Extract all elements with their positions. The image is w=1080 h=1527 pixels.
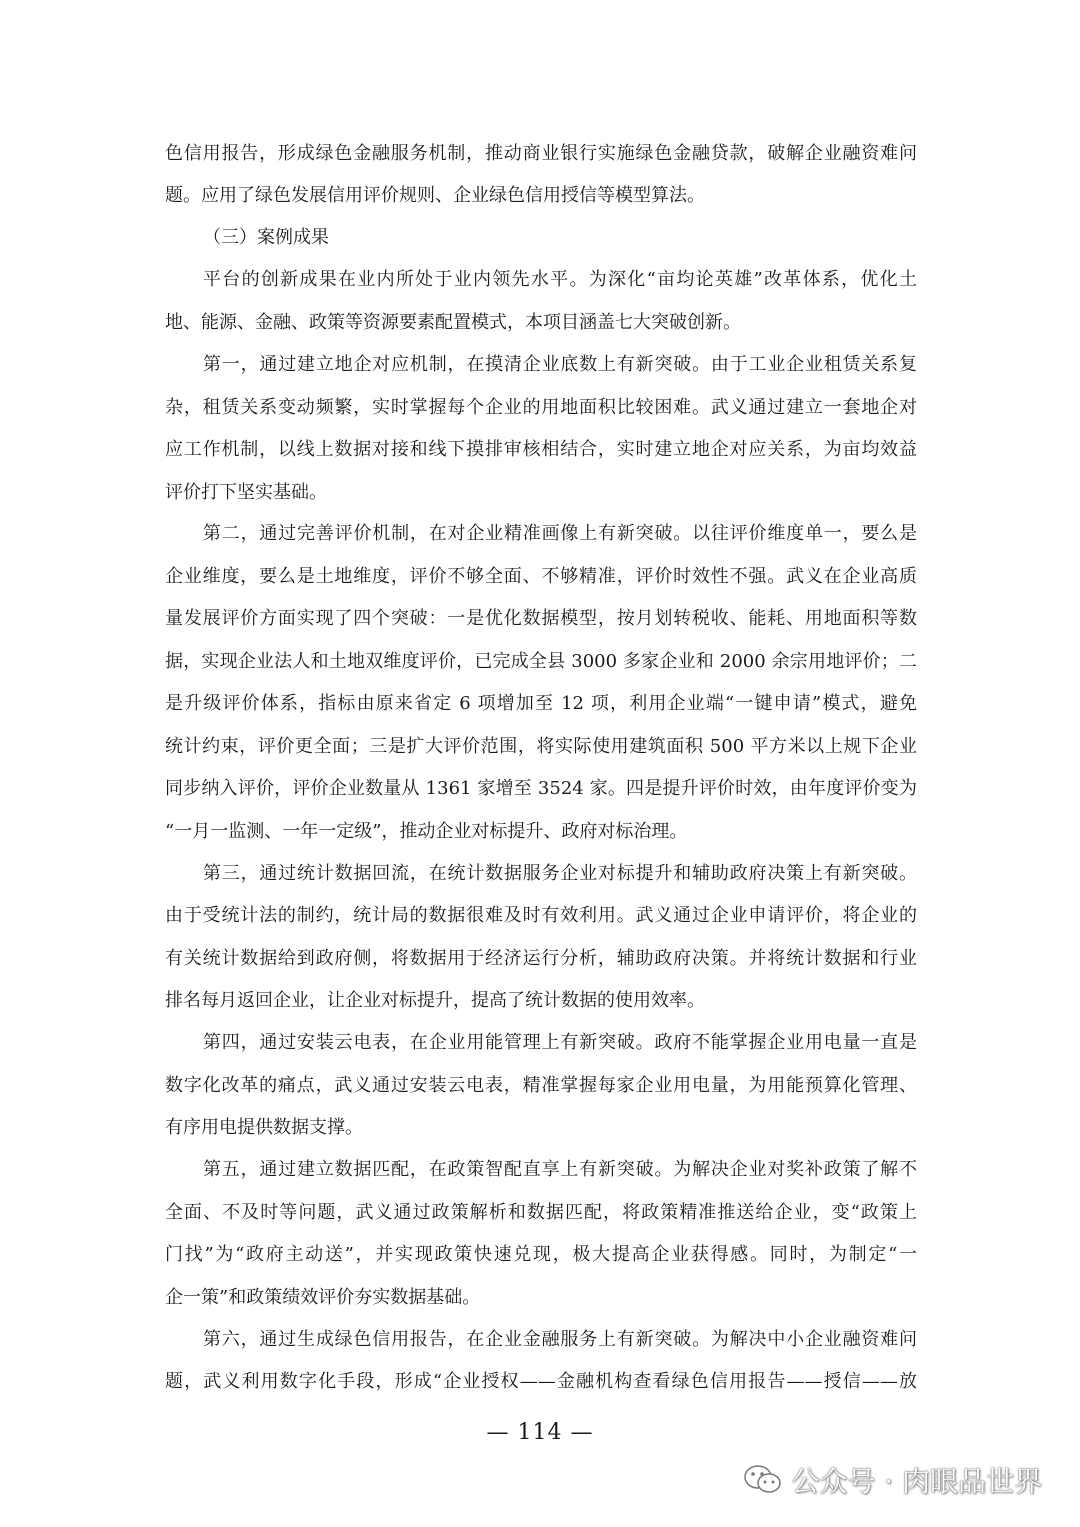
text-line: 量发展评价方面实现了四个突破：一是优化数据模型，按月划转税收、能耗、用地面积等数: [165, 608, 917, 629]
text-line: 题。应用了绿色发展信用评价规则、企业绿色信用授信等模型算法。: [165, 185, 705, 206]
section-heading: （三）案例成果: [203, 227, 329, 248]
text-line: 平台的创新成果在业内所处于业内领先水平。为深化“亩均论英雄”改革体系，优化土: [203, 269, 917, 290]
text-line: 应工作机制，以线上数据对接和线下摸排审核相结合，实时建立地企对应关系，为亩均效益: [165, 439, 917, 460]
text-line: 统计约束，评价更全面；三是扩大评价范围，将实际使用建筑面积 500 平方米以上规下企业: [165, 736, 917, 757]
text-line: “一月一监测、一年一定级”，推动企业对标提升、政府对标治理。: [165, 821, 688, 842]
text-line: 第五，通过建立数据匹配，在政策智配直享上有新突破。为解决企业对奖补政策了解不: [203, 1159, 917, 1180]
text-line: 门找”为“政府主动送”，并实现政策快速兑现，极大提高企业获得感。同时，为制定“一: [165, 1244, 917, 1265]
text-line: 同步纳入评价，评价企业数量从 1361 家增至 3524 家。四是提升评价时效，由年度评价变为: [165, 778, 917, 799]
text-line: 是升级评价体系，指标由原来省定 6 项增加至 12 项，利用企业端“一键申请”模式，避免: [165, 693, 917, 714]
text-line: 第二，通过完善评价机制，在对企业精准画像上有新突破。以往评价维度单一，要么是: [203, 523, 917, 544]
text-line: 第六，通过生成绿色信用报告，在企业金融服务上有新突破。为解决中小企业融资难问: [203, 1329, 917, 1350]
text-line: 色信用报告，形成绿色金融服务机制，推动商业银行实施绿色金融贷款，破解企业融资难问: [165, 143, 917, 164]
text-line: 有关统计数据给到政府侧，将数据用于经济运行分析，辅助政府决策。并将统计数据和行业: [165, 948, 917, 969]
text-line: 评价打下坚实基础。: [165, 482, 327, 503]
text-line: 数字化改革的痛点，武义通过安装云电表，精准掌握每家企业用电量，为用能预算化管理、: [165, 1075, 917, 1096]
page-number: — 114 —: [486, 1420, 594, 1445]
text-line: 地、能源、金融、政策等资源要素配置模式，本项目涵盖七大突破创新。: [165, 312, 741, 333]
text-line: 由于受统计法的制约，统计局的数据很难及时有效利用。武义通过企业申请评价，将企业的: [165, 905, 917, 926]
text-line: 杂，租赁关系变动频繁，实时掌握每个企业的用地面积比较困难。武义通过建立一套地企对: [165, 397, 917, 418]
text-line: 企业维度，要么是土地维度，评价不够全面、不够精准，评价时效性不强。武义在企业高质: [165, 566, 917, 587]
text-line: 据，实现企业法人和土地双维度评价，已完成全县 3000 多家企业和 2000 余宗用地评价；二: [165, 651, 917, 672]
text-line: 排名每月返回企业，让企业对标提升，提高了统计数据的使用效率。: [165, 990, 705, 1011]
text-line: 第一，通过建立地企对应机制，在摸清企业底数上有新突破。由于工业企业租赁关系复: [203, 354, 917, 375]
text-line: 第三，通过统计数据回流，在统计数据服务企业对标提升和辅助政府决策上有新突破。: [203, 863, 917, 884]
wechat-icon: [743, 1463, 783, 1497]
watermark: [743, 1458, 1042, 1502]
text-line: 第四，通过安装云电表，在企业用能管理上有新突破。政府不能掌握企业用电量一直是: [203, 1032, 917, 1053]
text-line: 题，武义利用数字化手段，形成“企业授权——金融机构查看绿色信用报告——授信——放: [165, 1371, 917, 1392]
text-line: 有序用电提供数据支撑。: [165, 1117, 363, 1138]
text-line: 企一策”和政策绩效评价夯实数据基础。: [165, 1287, 481, 1308]
watermark-text: 公众号 · 肉眼品世界: [791, 1465, 1042, 1498]
text-line: 全面、不及时等问题，武义通过政策解析和数据匹配，将政策精准推送给企业，变“政策上: [165, 1202, 917, 1223]
